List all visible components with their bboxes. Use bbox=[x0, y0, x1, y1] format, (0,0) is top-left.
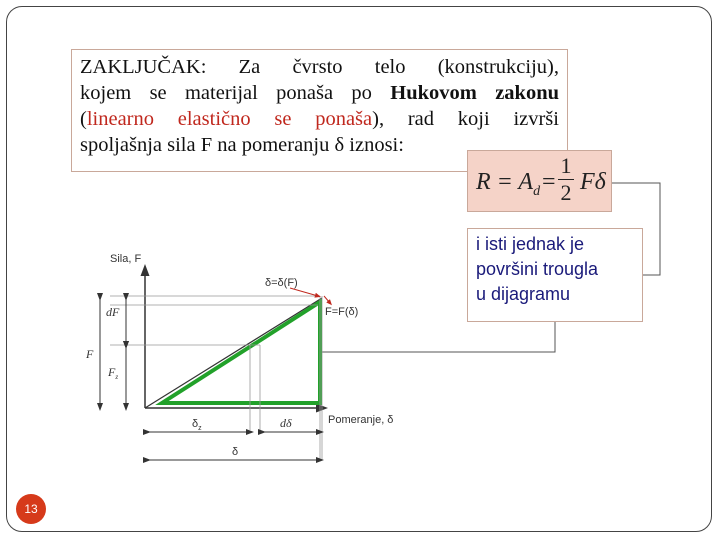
note-line-1: i isti jednak je bbox=[476, 234, 585, 254]
dF-label: dF bbox=[106, 305, 120, 319]
conclusion-line-2: kojem se materijal ponaša po Hukovom zakonu bbox=[80, 82, 559, 104]
note-line-2: površini trougla bbox=[476, 259, 599, 279]
force-curve bbox=[145, 298, 322, 408]
formula-equals: = bbox=[542, 169, 556, 195]
connector-note-to-diagram bbox=[320, 322, 555, 352]
conclusion-line-1: ZAKLJUČAK: Za čvrsto telo (konstrukciju), bbox=[80, 56, 559, 78]
F-label: F bbox=[86, 347, 94, 361]
delta-label: δ bbox=[232, 446, 239, 458]
page-number-badge: 13 bbox=[16, 494, 46, 524]
Fz-label: $F_z$ bbox=[108, 365, 119, 381]
formula-fraction: 1 2 bbox=[558, 154, 574, 205]
peak-arrow-top bbox=[290, 288, 318, 296]
work-triangle bbox=[162, 302, 320, 403]
hooke-law-text: Hukovom zakonu bbox=[390, 82, 559, 104]
delta-z-label: $\delta_z$ bbox=[192, 418, 202, 432]
connector-formula-to-note bbox=[612, 183, 660, 275]
y-axis-label: Sila, F bbox=[110, 253, 142, 265]
formula-rhs: Fδ bbox=[580, 169, 606, 195]
formula-lhs: $R = A_d$ bbox=[476, 169, 541, 199]
x-axis-label: Pomeranje, δ bbox=[328, 414, 394, 426]
curve-label: F=F(δ) bbox=[325, 306, 359, 318]
point-label: δ=δ(F) bbox=[265, 277, 298, 289]
linear-elastic-text: linearno elastično se ponaša bbox=[86, 108, 373, 130]
d-delta-label: dδ bbox=[280, 416, 292, 430]
peak-arrow-right bbox=[324, 296, 330, 303]
conclusion-line-3: (linearno elastično se ponaša), rad koji izvrši bbox=[80, 108, 559, 130]
note-line-3: u dijagramu bbox=[476, 284, 571, 304]
conclusion-line-4: spoljašnja sila F na pomeranju δ iznosi: bbox=[80, 134, 404, 156]
